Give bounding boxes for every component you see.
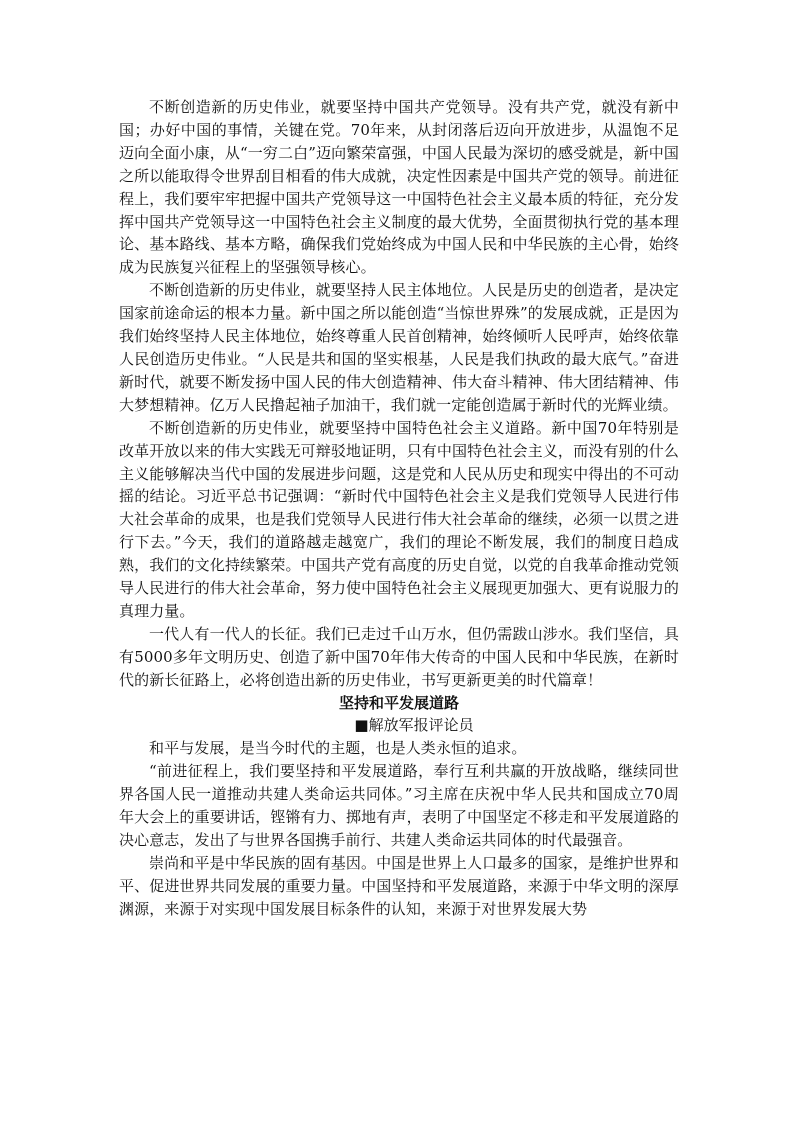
article1-paragraph-4: 一代人有一代人的长征。我们已走过千山万水，但仍需跋山涉水。我们坚信，具有5000多年文明历史、创造了新中国70年伟大传奇的中国人民和中华民族，在新时代的新长征路上，必将创造出新的历史伟业，书写更新更美的时代篇章！ xyxy=(119,624,679,689)
article1-paragraph-3: 不断创造新的历史伟业，就要坚持中国特色社会主义道路。新中国70年特别是改革开放以来的伟大实践无可辩驳地证明，只有中国特色社会主义，而没有别的什么主义能够解决当代中国的发展进步问题，这是党和人民从历史和现实中得出的不可动摇的结论。习近平总书记强调：“新时代中国特色社会主义是我们党领导人民进行伟大社会革命的成果，也是我们党领导人民进行伟大社会革命的继续，必须一以贯之进行下去。”今天，我们的道路越走越宽广，我们的理论不断发展，我们的制度日趋成熟，我们的文化持续繁荣。中国共产党有高度的历史自觉，以党的自我革命推动党领导人民进行的伟大社会革命，努力使中国特色社会主义展现更加强大、更有说服力的真理力量。 xyxy=(119,418,679,620)
article1-paragraph-1: 不断创造新的历史伟业，就要坚持中国共产党领导。没有共产党，就没有新中国；办好中国的事情，关键在党。70年来，从封闭落后迈向开放进步，从温饱不足迈向全面小康，从“一穷二白”迈向繁荣富强，中国人民最为深切的感受就是，新中国之所以能取得令世界刮目相看的伟大成就，决定性因素是中国共产党的领导。前进征程上，我们要牢牢把握中国共产党领导这一中国特色社会主义最本质的特征，充分发挥中国共产党领导这一中国特色社会主义制度的最大优势，全面贯彻执行党的基本理论、基本路线、基本方略，确保我们党始终成为中国人民和中华民族的主心骨，始终成为民族复兴征程上的坚强领导核心。 xyxy=(119,98,679,277)
article1-paragraph-2: 不断创造新的历史伟业，就要坚持人民主体地位。人民是历史的创造者，是决定国家前途命运的根本力量。新中国之所以能创造“当惊世界殊”的发展成就，正是因为我们始终坚持人民主体地位，始终尊重人民首创精神，始终倾听人民呼声，始终依靠人民创造历史伟业。“人民是共和国的坚实根基，人民是我们执政的最大底气。”奋进新时代，就要不断发扬中国人民的伟大创造精神、伟大奋斗精神、伟大团结精神、伟大梦想精神。亿万人民撸起袖子加油干，我们就一定能创造属于新时代的光辉业绩。 xyxy=(119,281,679,414)
article2-byline: ■解放军报评论员 xyxy=(354,716,474,735)
article2-paragraph-3: 崇尚和平是中华民族的固有基因。中国是世界上人口最多的国家，是维护世界和平、促进世界共同发展的重要力量。中国坚持和平发展道路，来源于中华文明的深厚渊源，来源于对实现中国发展目标条件的认知，来源于对世界发展大势 xyxy=(119,853,679,918)
article2-paragraph-1: 和平与发展，是当今时代的主题，也是人类永恒的追求。 xyxy=(149,739,527,758)
article2-paragraph-2: “前进征程上，我们要坚持和平发展道路，奉行互利共赢的开放战略，继续同世界各国人民一道推动共建人类命运共同体。”习主席在庆祝中华人民共和国成立70周年大会上的重要讲话，铿锵有力、掷地有声，表明了中国坚定不移走和平发展道路的决心意志，发出了与世界各国携手前行、共建人类命运共同体的时代最强音。 xyxy=(119,762,679,849)
article2-title: 坚持和平发展道路 xyxy=(338,693,459,712)
document-page xyxy=(119,96,679,921)
